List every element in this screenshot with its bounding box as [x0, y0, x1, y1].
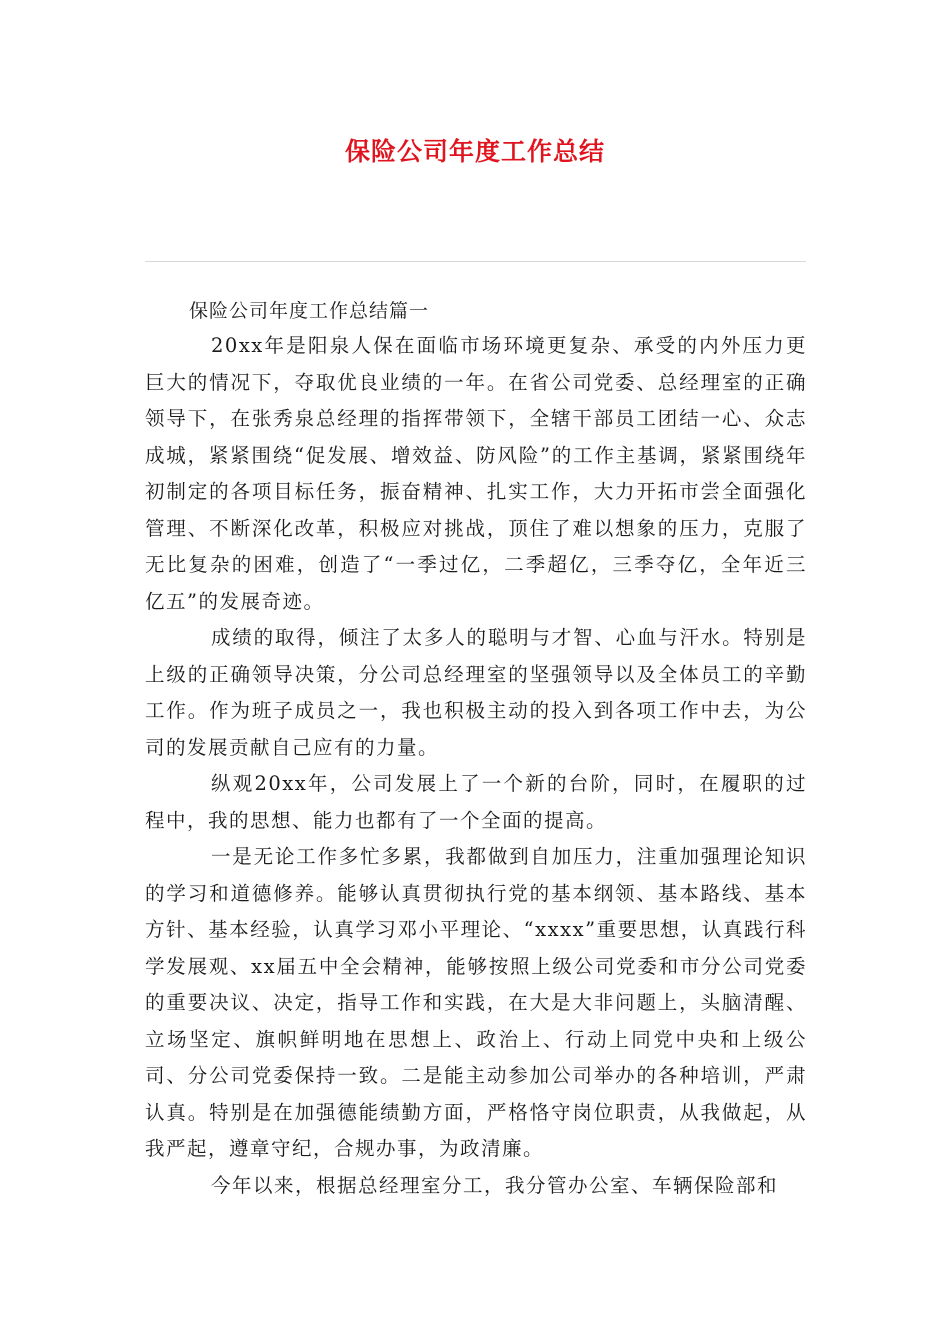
section-heading: 保险公司年度工作总结篇一: [189, 300, 430, 322]
paragraph-4: 一是无论工作多忙多累，我都做到自加压力，注重加强理论知识的学习和道德修养。能够认真贯彻执行党的基本纲领、基本路线、基本方针、基本经验，认真学习邓小平理论、“xxxx”重要思想，认真践行科学发展观、xx届五中全会精神，能够按照上级公司党委和市分公司党委的重要决议、决定，指导工作和实践，在大是大非问题上，头脑清醒、立场坚定、旗帜鲜明地在思想上、政治上、行动上同党中央和上级公司、分公司党委保持一致。二是能主动参加公司举办的各种培训，严肃认真。特别是在加强德能绩勤方面，严格恪守岗位职责，从我做起，从我严起，遵章守纪，合规办事，为政清廉。: [145, 845, 807, 1160]
title-divider: [145, 261, 806, 262]
paragraph-2: 成绩的取得，倾注了太多人的聪明与才智、心血与汗水。特别是上级的正确领导决策，分公司总经理室的坚强领导以及全体员工的辛勤工作。作为班子成员之一，我也积极主动的投入到各项工作中去，为公司的发展贡献自己应有的力量。: [145, 626, 807, 759]
document-body: [145, 294, 807, 1204]
paragraph-1: 20xx年是阳泉人保在面临市场环境更复杂、承受的内外压力更巨大的情况下，夺取优良业绩的一年。在省公司党委、总经理室的正确领导下，在张秀泉总经理的指挥带领下，全辖干部员工团结一心、众志成城，紧紧围绕“促发展、增效益、防风险”的工作主基调，紧紧围绕年初制定的各项目标任务，振奋精神、扎实工作，大力开拓市尝全面强化管理、不断深化改革，积极应对挑战，顶住了难以想象的压力，克服了无比复杂的困难，创造了“一季过亿，二季超亿，三季夺亿，全年近三亿五”的发展奇迹。: [145, 334, 807, 613]
document-title: 保险公司年度工作总结: [344, 137, 605, 166]
paragraph-5: 今年以来，根据总经理室分工，我分管办公室、车辆保险部和: [211, 1173, 779, 1197]
paragraph-3: 纵观20xx年，公司发展上了一个新的台阶，同时，在履职的过程中，我的思想、能力也都有了一个全面的提高。: [145, 772, 807, 832]
